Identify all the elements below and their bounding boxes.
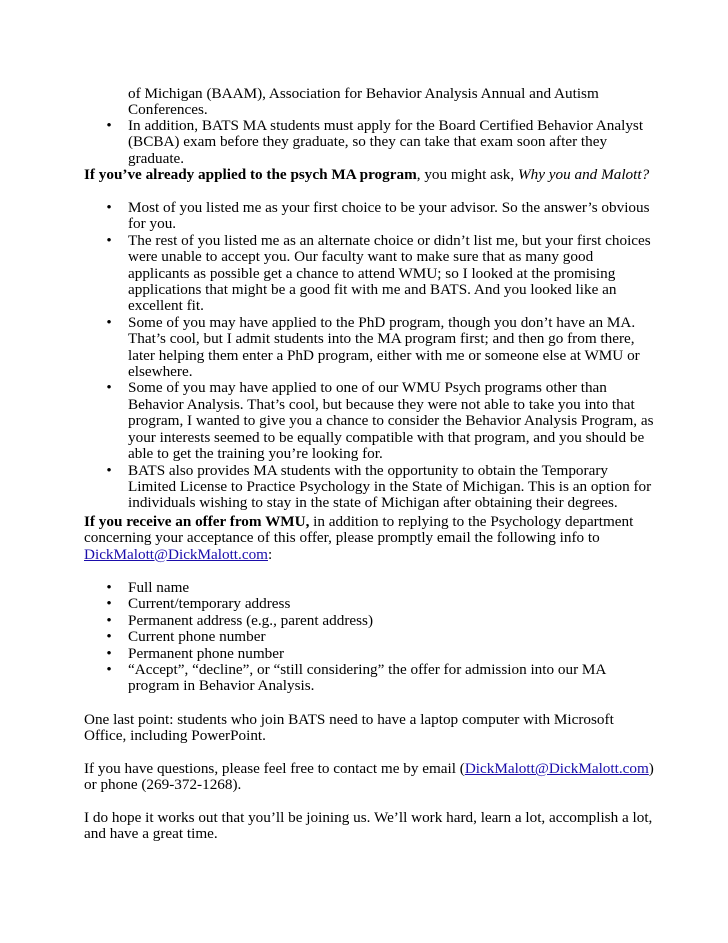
- laptop-paragraph: One last point: students who join BATS need to have a laptop computer with Microsoft Office, including PowerPoint.: [84, 711, 614, 745]
- list-item-text: Current phone number: [128, 628, 266, 646]
- bullet-icon: •: [106, 661, 112, 679]
- applied-heading-bold: If you’ve already applied to the psych MA program: [84, 166, 417, 183]
- bullet-icon: •: [106, 595, 112, 613]
- bullet-icon: •: [106, 611, 112, 629]
- list-item-text: The rest of you listed me as an alternate choice or didn’t list me, but your first choices were unable to accept you. Our faculty want to make sure that as many good applicants as possible get a chance to attend WMU; so I looked at the promising applications that might be a good fit with me and BATS. And you looked like an excellent fit.: [128, 231, 651, 315]
- list-item-text: Permanent address (e.g., parent address): [128, 611, 374, 629]
- list-item: [0, 118, 654, 167]
- email-link[interactable]: DickMalott@DickMalott.com: [464, 760, 649, 777]
- list-item: [0, 646, 654, 662]
- applied-heading: [84, 167, 654, 183]
- list-item-text: Some of you may have applied to the PhD program, though you don’t have an MA. That’s cool, but I admit students into the MA program first; and then go from there, later helping them enter a PhD program, either with me or someone else at WMU or elsewhere.: [128, 313, 640, 381]
- list-item: [0, 662, 654, 695]
- bullet-icon: •: [106, 461, 112, 479]
- list-item-text: Full name: [128, 579, 190, 596]
- bullet-icon: •: [106, 313, 112, 331]
- offer-paragraph: [84, 514, 654, 563]
- questions-text-after: ) or phone (269-372-1268).: [84, 760, 654, 794]
- email-link[interactable]: DickMalott@DickMalott.com: [84, 545, 268, 563]
- top-continuation-text: of Michigan (BAAM), Association for Behavior Analysis Annual and Autism Conferences.: [128, 85, 599, 119]
- top-bullet-list: [0, 118, 654, 167]
- applied-heading-plain: , you might ask,: [416, 166, 518, 183]
- list-item-text: BATS also provides MA students with the opportunity to obtain the Temporary Limited License to Practice Psychology in the State of Michigan. This is an option for individuals wishing to stay in the state of Michigan after obtaining their degrees.: [128, 461, 652, 512]
- list-item-text: In addition, BATS MA students must apply for the Board Certified Behavior Analyst (BCBA) exam before they graduate, so they can take that exam soon after they graduate.: [128, 117, 644, 167]
- list-item-text: Most of you listed me as your first choice to be your advisor. So the answer’s obvious for you.: [128, 199, 650, 233]
- questions-paragraph: [84, 761, 654, 794]
- list-item: [0, 629, 654, 645]
- list-item: [0, 596, 654, 612]
- offer-paragraph-end: :: [267, 545, 273, 563]
- bullet-icon: •: [106, 644, 112, 662]
- list-item-text: Some of you may have applied to one of our WMU Psych programs other than Behavior Analysis. That’s cool, but because they were not able to take you into that program, I wanted to give you a chance to consider the Behavior Analysis Program, as your interests seemed to be equally compatible with that program, and you should be able to get the training you’re looking for.: [128, 379, 654, 463]
- list-item: [0, 613, 654, 629]
- bullet-icon: •: [106, 579, 112, 596]
- closing-paragraph: I do hope it works out that you’ll be joining us. We’ll work hard, learn a lot, accomplish a lot, and have a great time.: [84, 809, 653, 843]
- list-item: [0, 315, 654, 381]
- list-item: [0, 380, 654, 462]
- list-item-text: Permanent phone number: [128, 644, 285, 662]
- bullet-icon: •: [106, 628, 112, 646]
- list-item-text: “Accept”, “decline”, or “still considering” the offer for admission into our MA program in Behavior Analysis.: [128, 661, 606, 695]
- info-bullet-list: [0, 580, 654, 695]
- bullet-icon: •: [106, 231, 112, 249]
- offer-paragraph-text: in addition to replying to the Psychology department concerning your acceptance of this offer, please promptly email the following info to: [84, 513, 634, 547]
- applied-heading-italic: Why you and Malott?: [517, 166, 650, 183]
- bullet-icon: •: [106, 117, 112, 134]
- list-item-text: Current/temporary address: [128, 595, 291, 613]
- bullet-icon: •: [106, 379, 112, 397]
- questions-text-before: If you have questions, please feel free to contact me by email (: [84, 760, 465, 777]
- list-item: [0, 233, 654, 315]
- applied-bullet-list: [0, 200, 654, 512]
- offer-paragraph-bold: If you receive an offer from WMU,: [84, 513, 310, 530]
- list-item: [0, 580, 654, 596]
- bullet-icon: •: [106, 199, 112, 216]
- list-item: [0, 463, 654, 512]
- list-item: [0, 200, 654, 233]
